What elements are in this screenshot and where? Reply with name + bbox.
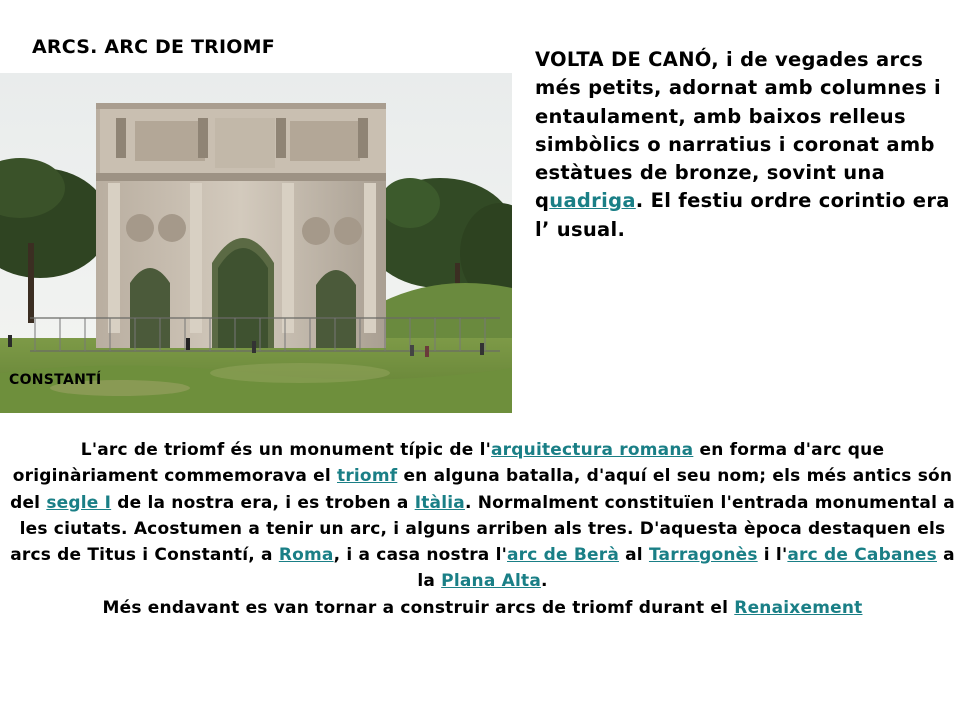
para-text-1: L'arc de triomf és un monument típic de l' xyxy=(80,440,492,460)
link-tarragones[interactable]: Tarragonès xyxy=(648,545,758,566)
para-text-6: , i a casa nostra l' xyxy=(333,545,507,566)
arch-of-constantine-photo xyxy=(0,73,512,413)
side-text-part2: . El festiu ordre corintio era l’ usual. xyxy=(535,189,950,241)
photo-caption: CONSTANTÍ xyxy=(9,372,102,388)
para-text-10: . xyxy=(541,571,548,592)
main-paragraph xyxy=(10,437,955,621)
link-italia[interactable]: Itàlia xyxy=(414,492,465,513)
para-text-3: en alguna batalla, d'aquí el seu nom; els més antics són del xyxy=(10,466,953,513)
slide-title: ARCS. ARC DE TRIOMF xyxy=(32,36,275,58)
para-text-2: en forma d'arc que originàriament commemorava el xyxy=(12,440,885,487)
para-text-11: Més endavant es van tornar a construir arcs de triomf durant el xyxy=(102,597,735,618)
link-arc-de-cabanes[interactable]: arc de Cabanes xyxy=(787,545,937,566)
link-plana-alta[interactable]: Plana Alta xyxy=(441,571,541,592)
side-description xyxy=(535,46,950,244)
para-text-4: de la nostra era, i es troben a xyxy=(111,492,415,513)
link-quadriga[interactable]: uadriga xyxy=(549,189,636,213)
para-text-9: a la xyxy=(417,545,955,592)
side-text-part1: VOLTA DE CANÓ, i de vegades arcs més petits, adornat amb columnes i entaulament, amb baixos relleus simbòlics o narratius i coronat amb estàtues de bronze, sovint una q xyxy=(535,48,941,213)
link-arc-de-bera[interactable]: arc de Berà xyxy=(507,545,620,566)
link-triomf[interactable]: triomf xyxy=(337,466,398,487)
para-text-5: . Normalment constituïen l'entrada monumental a les ciutats. Acostumen a tenir un arc, i alguns arriben als tres. D'aquesta època destaquen els arcs de Titus i Constantí, a xyxy=(10,492,955,566)
para-text-8: i l' xyxy=(757,545,788,566)
link-segle-i[interactable]: segle I xyxy=(46,492,112,513)
link-arquitectura-romana[interactable]: arquitectura romana xyxy=(491,440,694,460)
link-renaixement[interactable]: Renaixement xyxy=(734,597,863,618)
arch-illustration xyxy=(0,73,512,413)
link-roma[interactable]: Roma xyxy=(278,545,334,566)
para-text-7: al xyxy=(619,545,649,566)
